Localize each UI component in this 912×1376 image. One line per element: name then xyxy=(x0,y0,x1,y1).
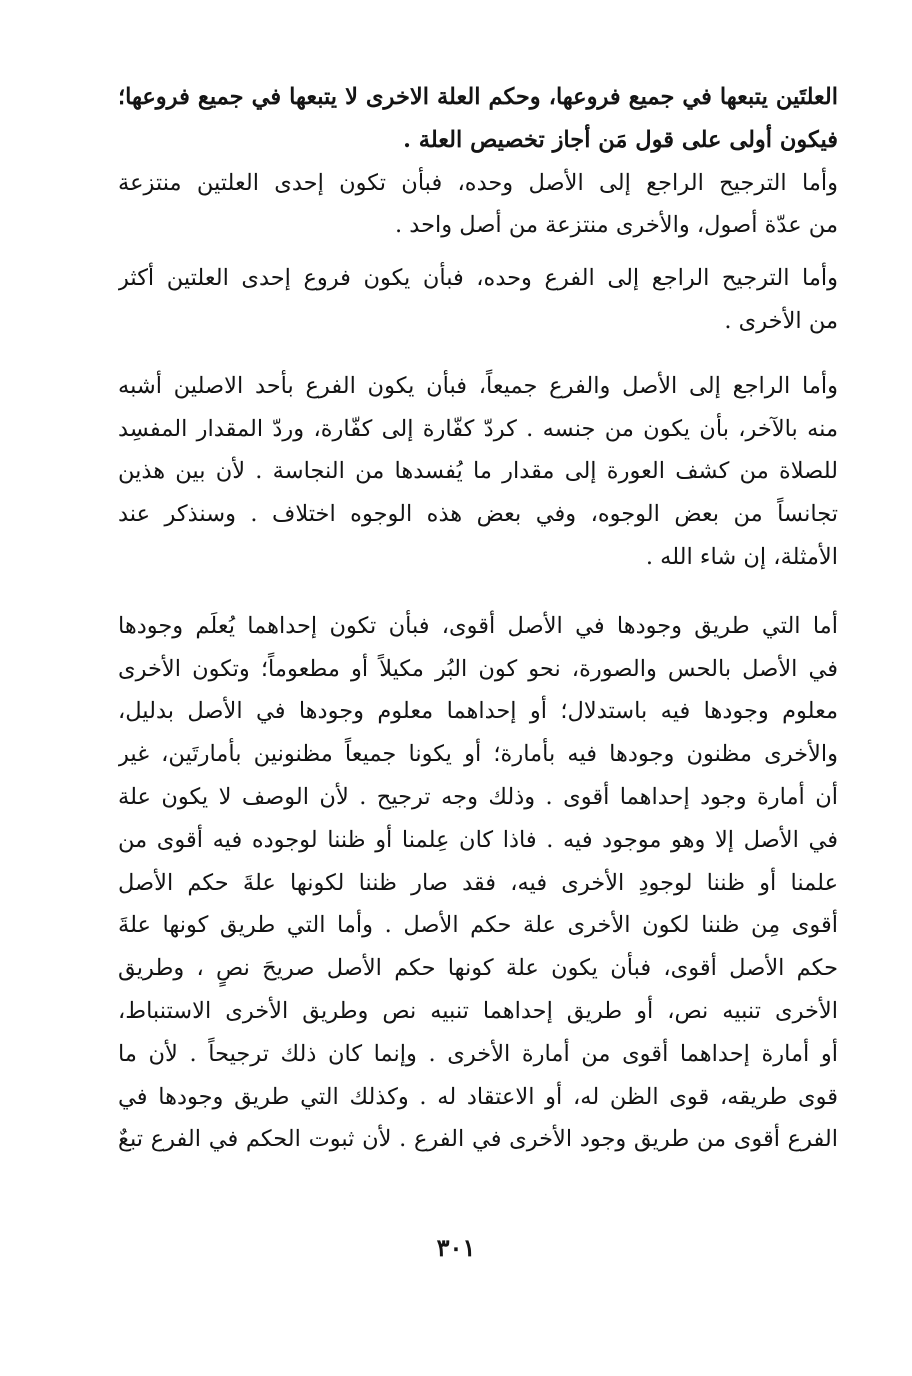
paragraph-5 xyxy=(118,605,838,1161)
text-line: منه بالآخر، بأن يكون من جنسه . كردّ كفّارة إلى كفّارة، وردّ المقدار المفسِد xyxy=(118,415,838,442)
text-line: قوى طريقه، قوى الظن له، أو الاعتقاد له . وكذلك التي طريق وجودها في xyxy=(118,1083,838,1110)
text-line: والأخرى مظنون وجودها فيه بأمارة؛ أو يكونا جميعاً مظنونين بأمارتَين، غير xyxy=(118,741,838,768)
paragraph-3 xyxy=(118,257,838,343)
paragraph-spacer xyxy=(118,247,838,257)
paragraph-spacer xyxy=(118,343,838,365)
text-line: في الأصل بالحس والصورة، نحو كون البُر مكيلاً أو مطعوماً؛ وتكون الأخرى xyxy=(118,655,838,682)
text-line: الفرع أقوى من طريق وجود الأخرى في الفرع . لأن ثبوت الحكم في الفرع تبعٌ xyxy=(118,1126,838,1153)
page-body xyxy=(118,76,838,1161)
text-line: أقوى مِن ظننا لكون الأخرى علة حكم الأصل . وأما التي طريق كونها علةَ xyxy=(118,912,838,939)
text-line: علمنا أو ظننا لوجودِ الأخرى فيه، فقد صار ظننا لكونها علةَ حكم الأصل xyxy=(118,869,838,896)
text-line: أما التي طريق وجودها في الأصل أقوى، فبأن تكون إحداهما يُعلَم وجودها xyxy=(118,612,838,639)
text-line: وأما الترجيح الراجع إلى الأصل وحده، فبأن تكون إحدى العلتين منتزعة xyxy=(118,169,838,196)
text-line: الأمثلة، إن شاء الله . xyxy=(645,543,838,570)
text-line: معلوم وجودها فيه باستدلال؛ أو إحداهما معلوم وجودها في الأصل بدليل، xyxy=(118,698,838,725)
page-number: ٣٠١ xyxy=(436,1233,476,1262)
text-line: العلتَين يتبعها في جميع فروعها، وحكم العلة الاخرى لا يتبعها في جميع فروعها؛ xyxy=(118,84,838,110)
text-line: من عدّة أصول، والأخرى منتزعة من أصل واحد . xyxy=(395,212,838,239)
text-line: أن أمارة وجود إحداهما أقوى . وذلك وجه ترجيح . لأن الوصف لا يكون علة xyxy=(118,783,838,810)
text-line: للصلاة من كشف العورة إلى مقدار ما يُفسدها من النجاسة . لأن بين هذين xyxy=(118,458,838,485)
text-line: من الأخرى . xyxy=(724,307,838,334)
text-line: تجانساً من بعض الوجوه، وفي بعض هذه الوجوه اختلاف . وسنذكر عند xyxy=(118,501,838,528)
paragraph-spacer xyxy=(118,579,838,605)
paragraph-4 xyxy=(118,365,838,579)
text-line: فيكون أولى على قول مَن أجاز تخصيص العلة . xyxy=(403,126,838,153)
text-line: أو أمارة إحداهما أقوى من أمارة الأخرى . وإنما كان ذلك ترجيحاً . لأن ما xyxy=(118,1040,838,1067)
paragraph-2 xyxy=(118,162,838,248)
text-line: الأخرى تنبيه نص، أو طريق إحداهما تنبيه نص وطريق الأخرى الاستنباط، xyxy=(118,997,838,1024)
text-line: في الأصل إلا وهو موجود فيه . فاذا كان عِلمنا أو ظننا لوجوده فيه أقوى من xyxy=(118,826,838,853)
text-line: وأما الترجيح الراجع إلى الفرع وحده، فبأن يكون فروع إحدى العلتين أكثر xyxy=(118,265,838,292)
text-line: حكم الأصل أقوى، فبأن يكون علة كونها حكم الأصل صريحَ نصٍ ، وطريق xyxy=(118,955,838,982)
paragraph-1 xyxy=(118,76,838,162)
text-line: وأما الراجع إلى الأصل والفرع جميعاً، فبأن يكون الفرع بأحد الاصلين أشبه xyxy=(118,372,838,399)
